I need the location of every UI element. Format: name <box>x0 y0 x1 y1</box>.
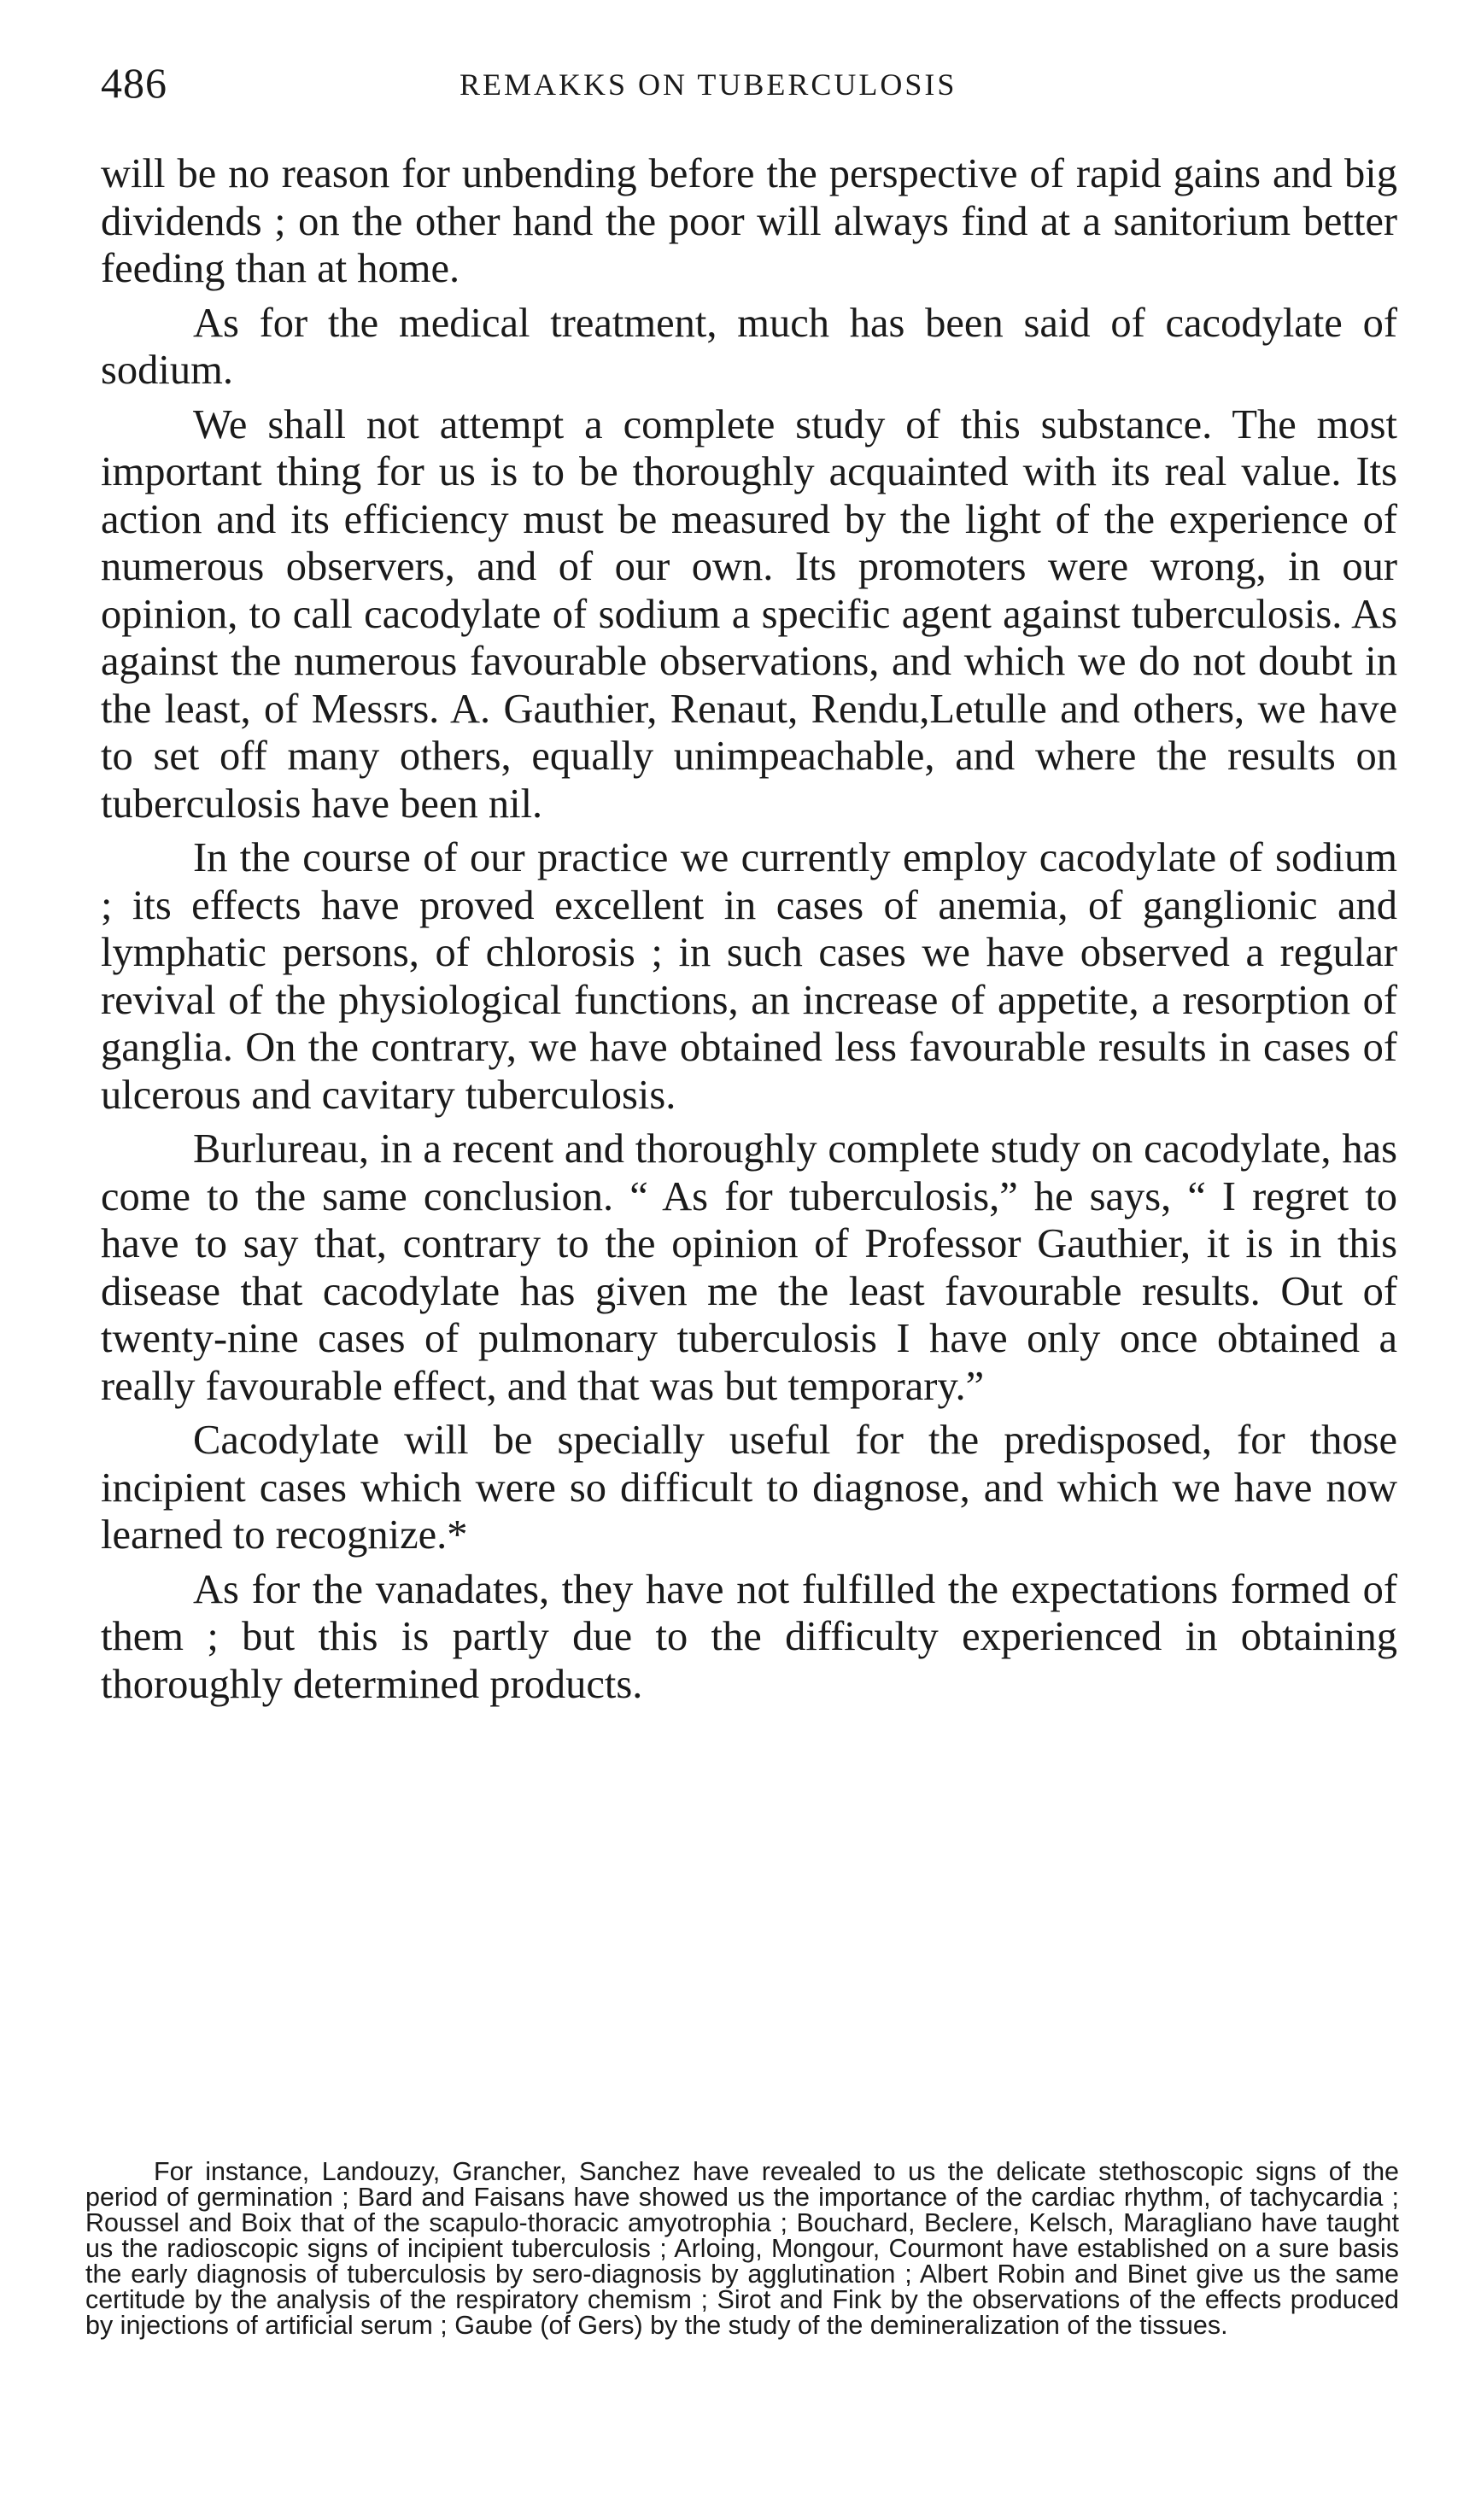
running-head <box>101 58 1399 118</box>
paragraph-vanadates: As for the vanadates, they have not fulfilled the expectations formed of them ; but this is partly due to the difficulty experienced in obtaining thoroughly determined products. <box>101 1566 1397 1707</box>
body-text <box>101 150 1397 1715</box>
paragraph-medical-treatment: As for the medical treatment, much has been said of cacodylate of sodium. <box>101 300 1397 393</box>
paragraph-burlureau: Burlureau, in a recent and thoroughly complete study on cacodylate, has come to the same conclusion. “ As for tuberculosis,” he says, “ I regret to have to say that, contrary to the opinion of Professor Gauthier, it is in this disease that cacodylate has given me the least favourable results. Out of twenty-nine cases of pulmonary tuberculosis I have only once obtained a really favourable effect, and that was but temporary.” <box>101 1126 1397 1409</box>
paragraph-continued: will be no reason for unbending before the perspective of rapid gains and big dividends ; on the other hand the poor will always find at a sanitorium better feeding than at home. <box>101 151 1397 291</box>
footnote <box>85 2159 1399 2338</box>
paragraph-cacodylate-study: We shall not attempt a complete study of this substance. The most important thing for us is to be thoroughly acquainted with its real value. Its action and its efficiency must be measured by the light of the experience of numerous observers, and of our own. Its promoters were wrong, in our opinion, to call cacodylate of sodium a specific agent against tuberculosis. As against the numerous favourable observations, and which we do not doubt in the least, of Messrs. A. Gauthier, Renaut, Rendu,Letulle and others, we have to set off many others, equally unimpeachable, and where the results on tuberculosis have been nil. <box>101 401 1397 827</box>
running-title: REMAKKS ON TUBERCULOSIS <box>460 67 957 102</box>
page-number: 486 <box>101 59 167 107</box>
paragraph-our-practice: In the course of our practice we currently employ cacodylate of sodium ; its effects have proved excellent in cases of anemia, of ganglionic and lymphatic persons, of chlorosis ; in such cases we have observed a regular revival of the physiological functions, an increase of appetite, a resorption of ganglia. On the contrary, we have obtained less favourable results in cases of ulcerous and cavitary tuberculosis. <box>101 835 1397 1118</box>
footnote-text: For instance, Landouzy, Grancher, Sanchez have revealed to us the delicate stethoscopic signs of the period of germination ; Bard and Faisans have showed us the importance of the cardiac rhythm, of tachycardia ; Roussel and Boix that of the scapulo-thoracic amyotrophia ; Bouchard, Beclere, Kelsch, Maragliano have taught us the radioscopic signs of incipient tuberculosis ; Arloing, Mongour, Courmont have established on a sure basis the early diagnosis of tuberculosis by sero-diagnosis by agglutination ; Albert Robin and Binet give us the same certitude by the analysis of the respiratory chemism ; Sirot and Fink by the observations of the effects produced by injections of artificial serum ; Gaube (of Gers) by the study of the demineralization of the tissues. <box>85 2157 1399 2340</box>
paragraph-predisposed: Cacodylate will be specially useful for the predisposed, for those incipient cases which were so difficult to diagnose, and which we have now learned to recognize.* <box>101 1418 1397 1558</box>
